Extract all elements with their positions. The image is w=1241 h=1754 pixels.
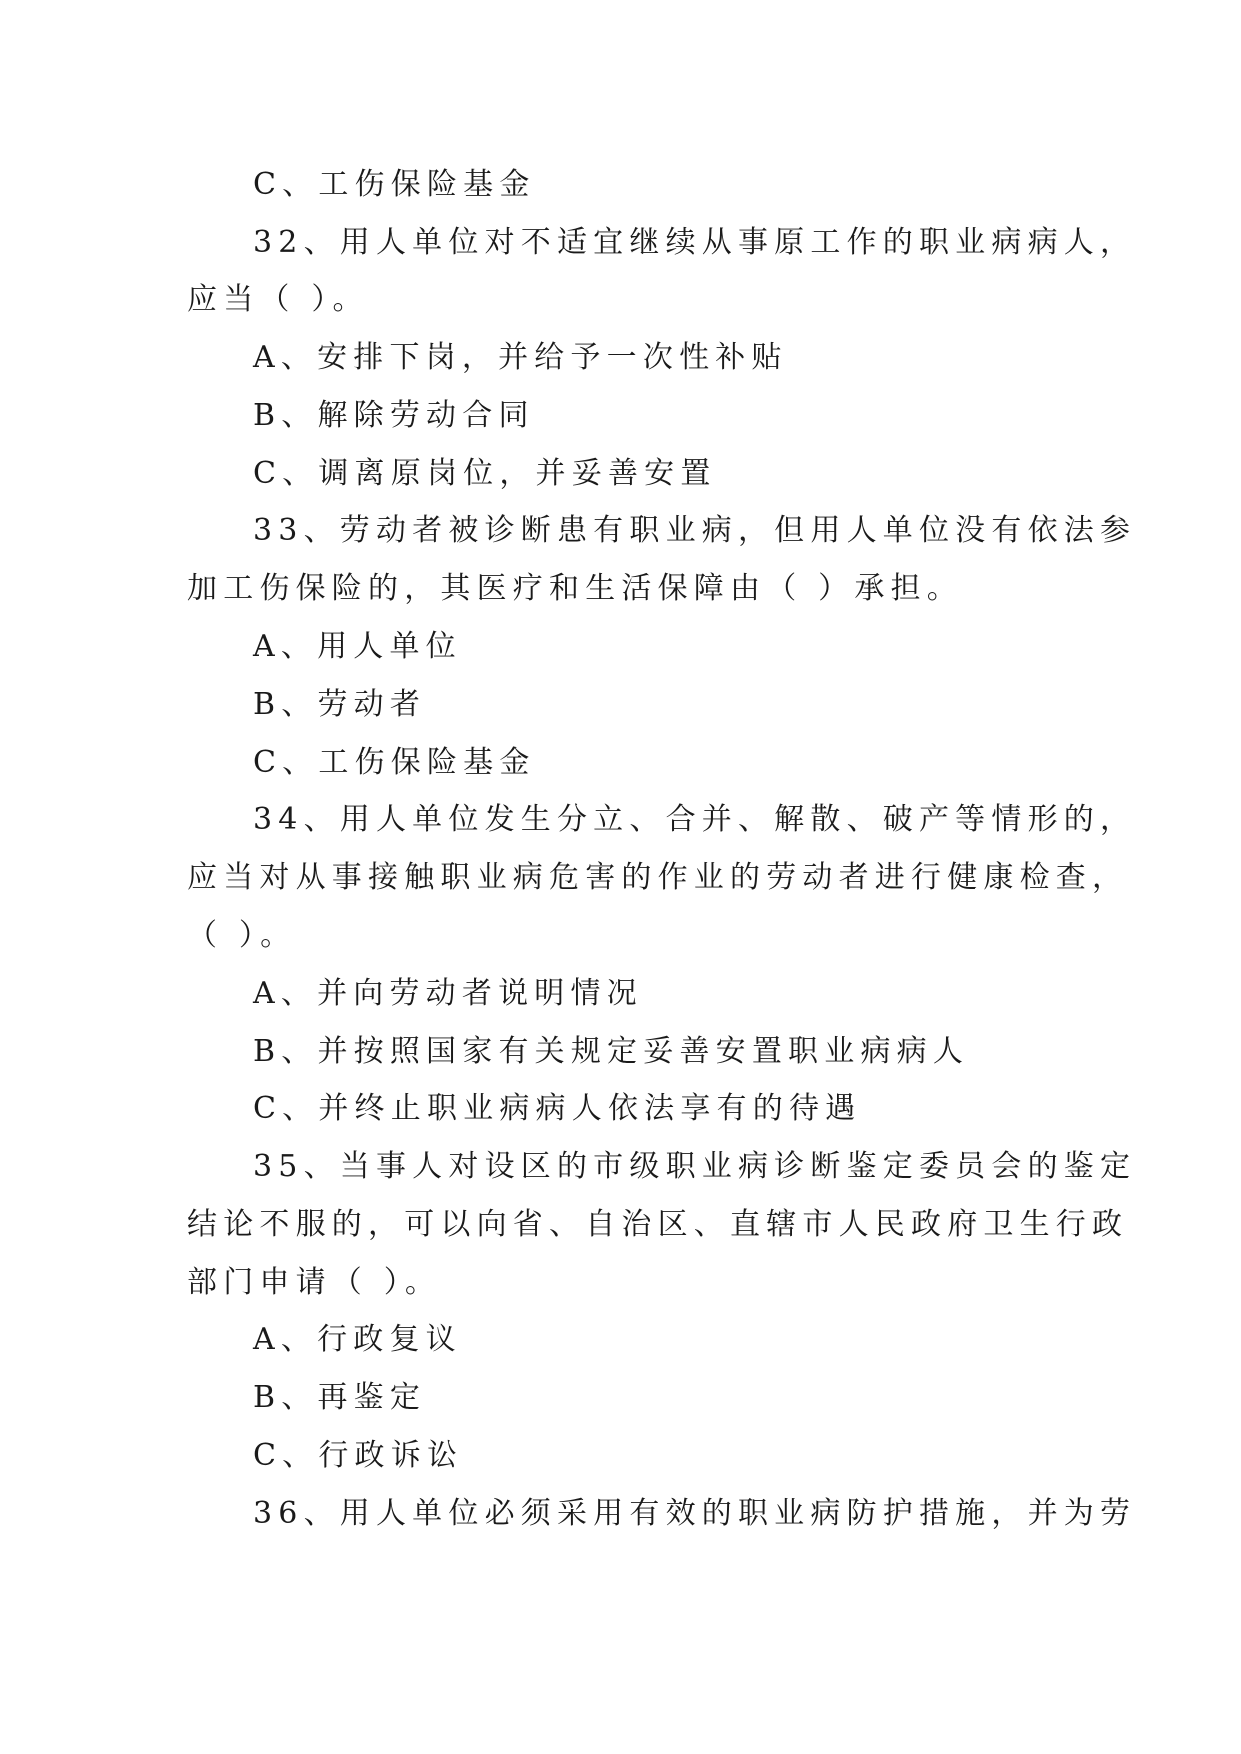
question-34-line-3: （ ）。	[187, 918, 297, 953]
option-line: B、解除劳动合同	[253, 398, 535, 433]
option-line: C、工伤保险基金	[253, 745, 536, 780]
question-35-line-3: 部门申请（ ）。	[187, 1265, 442, 1300]
option-line: B、再鉴定	[253, 1380, 427, 1415]
option-line: A、用人单位	[253, 629, 462, 664]
question-33-line-2: 加工伤保险的，其医疗和生活保障由（ ）承担。	[187, 571, 963, 606]
option-line: C、并终止职业病病人依法享有的待遇	[253, 1091, 862, 1126]
question-34-line-1: 34、用人单位发生分立、合并、解散、破产等情形的，	[253, 802, 1137, 837]
question-34-line-2: 应当对从事接触职业病危害的作业的劳动者进行健康检查，	[187, 860, 1129, 895]
option-line: A、安排下岗，并给予一次性补贴	[253, 340, 788, 375]
option-line: A、行政复议	[253, 1322, 462, 1357]
question-33-line-1: 33、劳动者被诊断患有职业病，但用人单位没有依法参	[253, 513, 1137, 548]
option-line: A、并向劳动者说明情况	[253, 976, 643, 1011]
question-35-line-1: 35、当事人对设区的市级职业病诊断鉴定委员会的鉴定	[253, 1149, 1137, 1184]
question-35-line-2: 结论不服的，可以向省、自治区、直辖市人民政府卫生行政	[187, 1207, 1129, 1242]
question-32-line-2: 应当（ ）。	[187, 282, 369, 317]
option-line: C、工伤保险基金	[253, 167, 536, 202]
question-32-line-1: 32、用人单位对不适宜继续从事原工作的职业病病人，	[253, 225, 1137, 260]
option-line: B、劳动者	[253, 687, 427, 722]
option-line: B、并按照国家有关规定妥善安置职业病病人	[253, 1034, 970, 1069]
option-line: C、调离原岗位，并妥善安置	[253, 456, 717, 491]
question-36-line-1: 36、用人单位必须采用有效的职业病防护措施，并为劳	[253, 1496, 1137, 1531]
option-line: C、行政诉讼	[253, 1438, 464, 1473]
